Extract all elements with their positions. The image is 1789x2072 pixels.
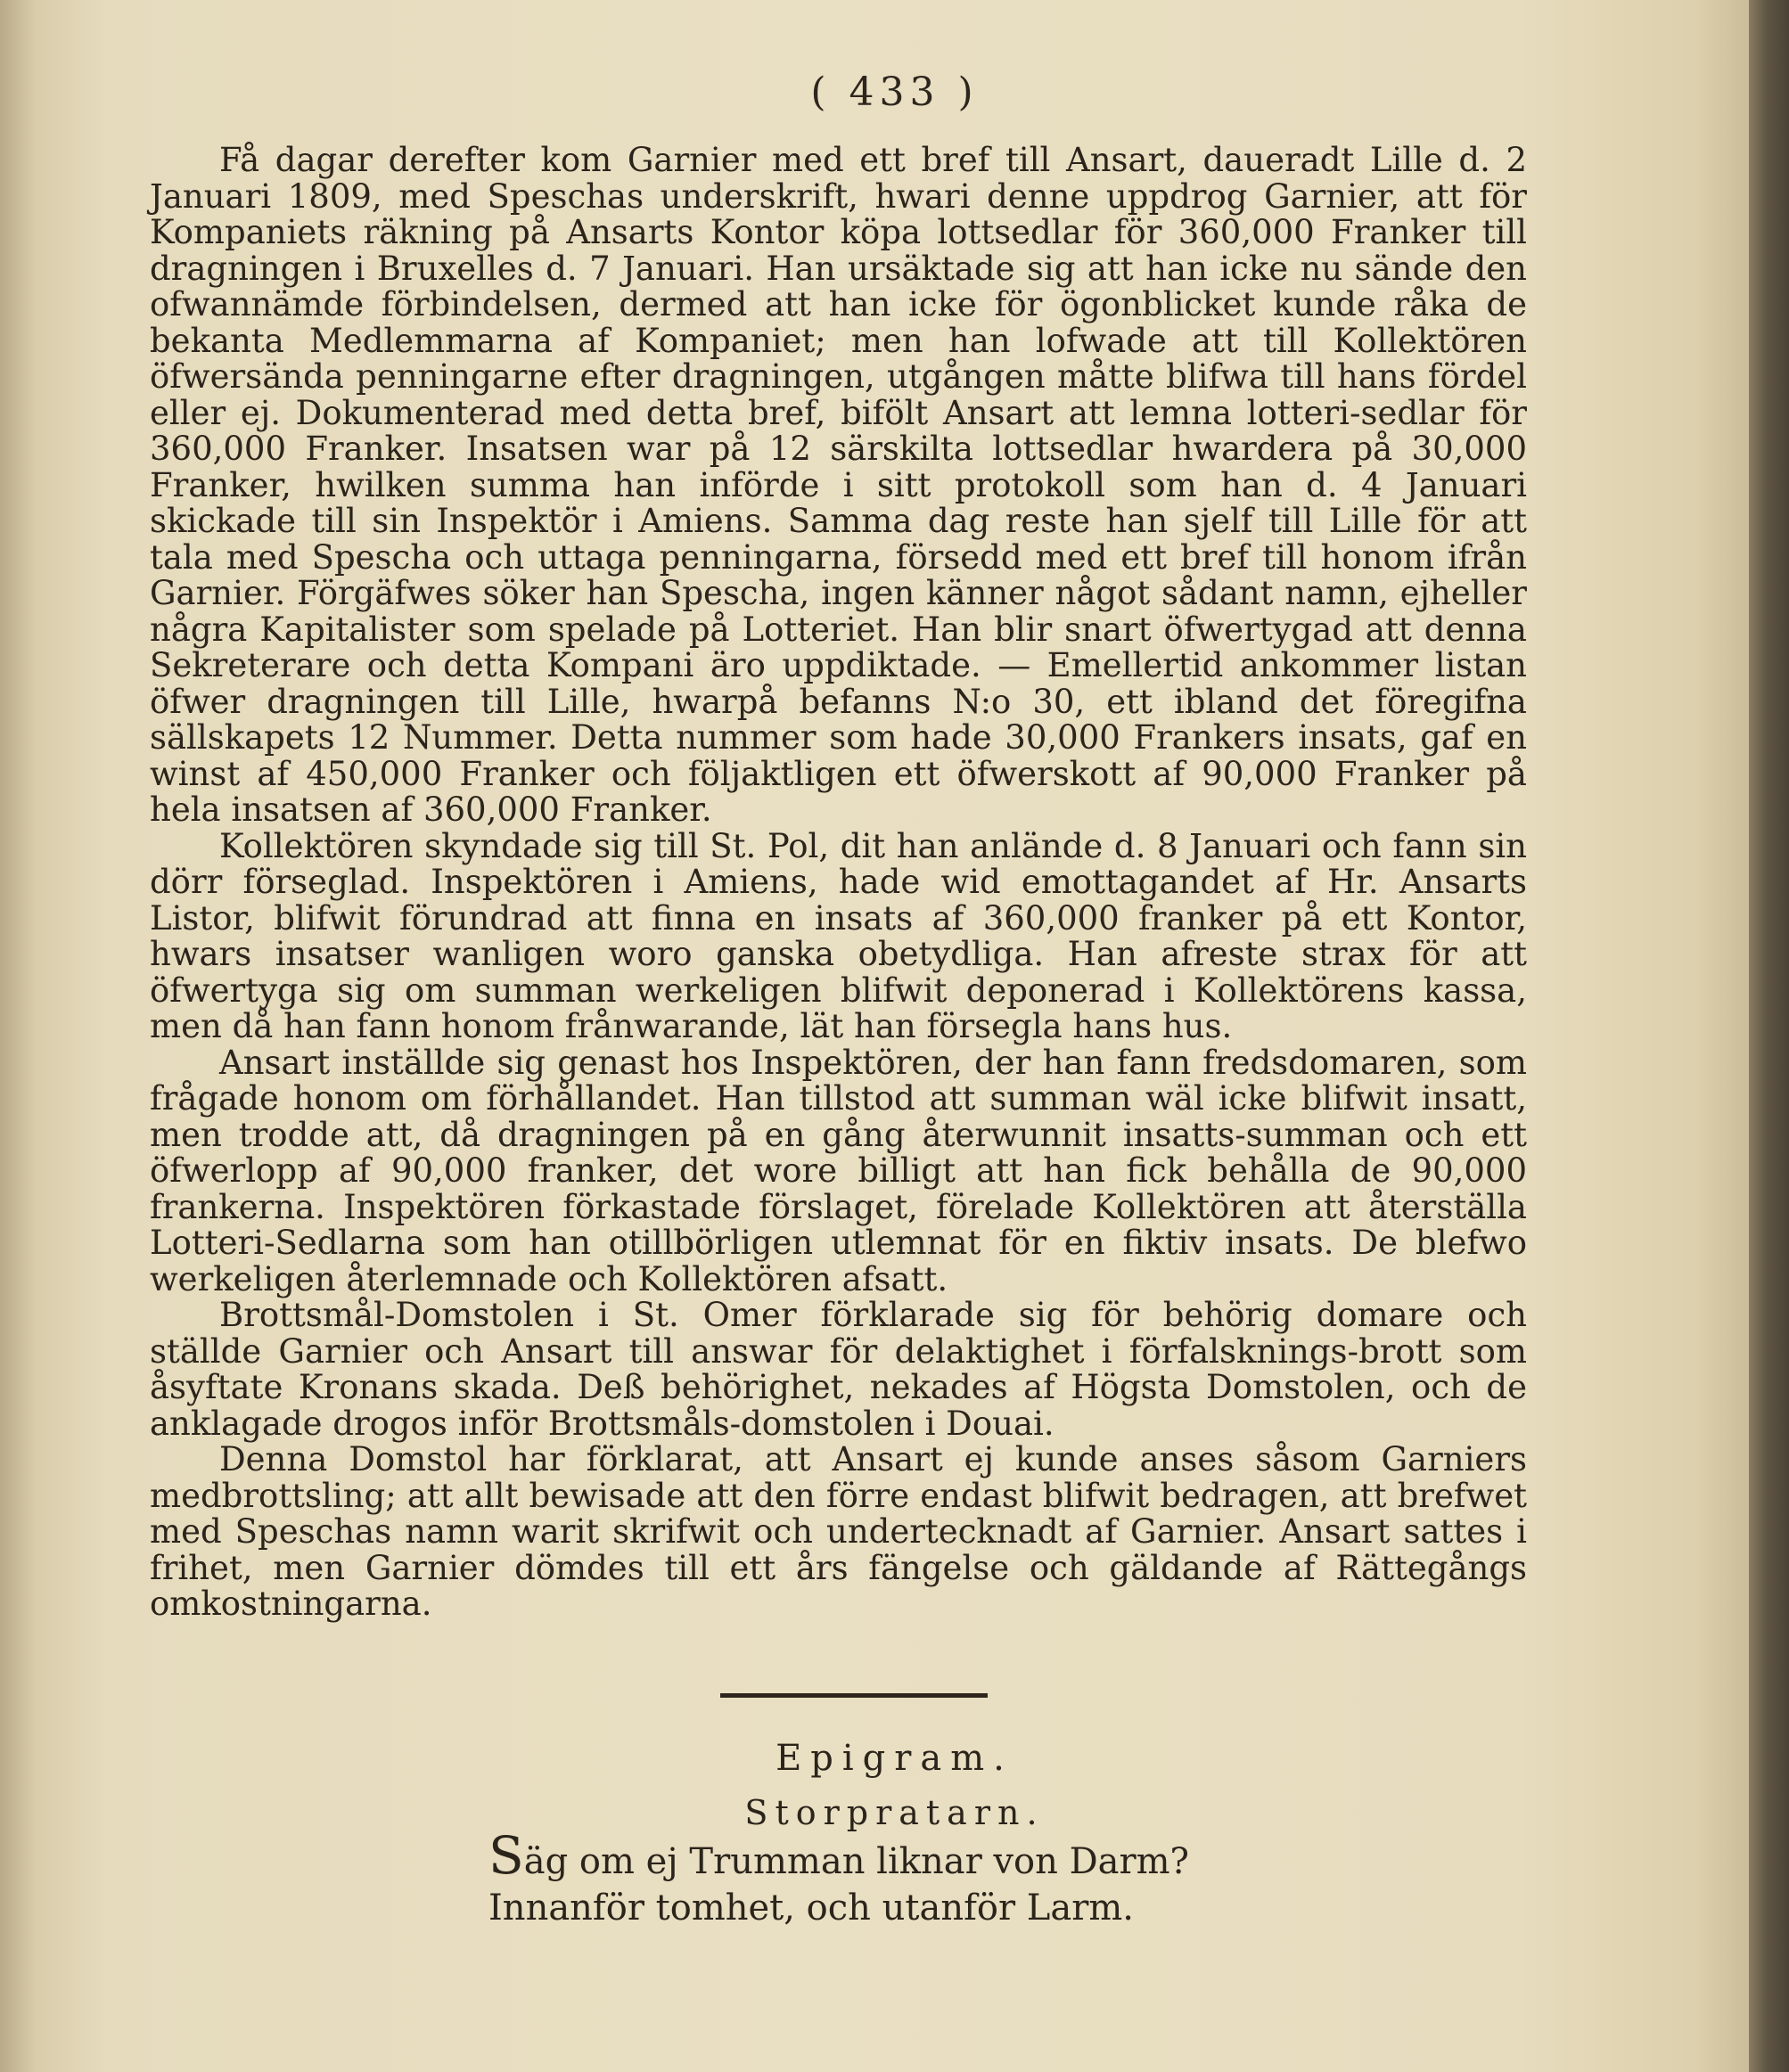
poem-dropcap: S — [488, 1825, 524, 1886]
paragraph-4: Brottsmål-Domstolen i St. Omer förklarade sig för behörig domare och ställde Garnier och Ansart till answar för delaktighet i förfalsknings-brott som åsyftate Kronans skada. Deß behörighet, nekades af Högsta Domstolen, och de anklagade drogos inför Brottsmåls-domstolen i Douai. — [150, 1296, 1527, 1443]
poem-line-2: Innanför tomhet, och utanför Larm. — [488, 1888, 1134, 1929]
paragraph-1: Få dagar derefter kom Garnier med ett bref till Ansart, daueradt Lille d. 2 Januari 1809, med Speschas underskrift, hwari denne uppdrog Garnier, att för Kompaniets räkning på Ansarts Kontor köpa lottsedlar för 360,000 Franker till dragningen i Bruxelles d. 7 Januari. Han ursäktade sig att han icke nu sände den ofwannämde förbindelsen, dermed att han icke för ögonblicket kunde råka de bekanta Medlemmarna af Kompaniet; men han lofwade att till Kollektören öfwersända penningarne efter dragningen, utgången måtte blifwa till hans fördel eller ej. Dokumenterad med detta bref, bifölt Ansart att lemna lotteri-sedlar för 360,000 Franker. Insatsen war på 12 särskilta lottsedlar hwardera på 30,000 Franker, hwilken summa han införde i sitt protokoll som han d. 4 Januari skickade till sin Inspektör i Amiens. Samma dag reste han sjelf till Lille för att tala med Spescha och uttaga penningarna, försedd med ett bref till honom ifrån Garnier. Förgäfwes söker han Spescha, ingen känner något sådant namn, ejheller några Kapitalister som spelade på Lotteriet. Han blir snart öfwertygad att denna Sekreterare och detta Kompani äro uppdiktade. — Emellertid ankommer listan öfwer dragningen till Lille, hwarpå befanns N:o 30, ett ibland det föregifna sällskapets 12 Nummer. Detta nummer som hade 30,000 Frankers insats, gaf en winst af 450,000 Franker och följaktligen ett öfwerskott af 90,000 Franker på hela insatsen af 360,000 Franker. — [150, 141, 1527, 829]
paragraph-5: Denna Domstol har förklarat, att Ansart ej kunde anses såsom Garniers medbrottsling; att allt bewisade att den förre endast blifwit bedragen, att brefwet med Speschas namn warit skrifwit och undertecknadt af Garnier. Ansart sattes i frihet, men Garnier dömdes till ett års fängelse och gäldande af Rättegångs omkostningarna. — [150, 1440, 1527, 1623]
paragraph-3: Ansart inställde sig genast hos Inspektören, der han fann fredsdomaren, som frågade honom om förhållandet. Han tillstod att summan wäl icke blifwit insatt, men trodde att, då dragningen på en gång återwunnit insatts-summan och ett öfwerlopp af 90,000 franker, det wore billigt att han fick behålla de 90,000 frankerna. Inspektören förkastade förslaget, förelade Kollektören att återställa Lotteri-Sedlarna som han otillbörligen utlemnat för en fiktiv insats. De blefwo werkeligen återlemnade och Kollektören afsatt. — [150, 1043, 1527, 1298]
article-body — [150, 143, 1527, 1623]
poem-line-1 — [488, 1825, 1190, 1886]
section-divider — [720, 1693, 988, 1698]
poem-heading: Epigram. — [776, 1738, 1013, 1779]
page-number: ( 433 ) — [810, 70, 979, 115]
paragraph-2: Kollektören skyndade sig till St. Pol, dit han anlände d. 8 Januari och fann sin dörr förseglad. Inspektören i Amiens, hade wid emottagandet af Hr. Ansarts Listor, blifwit förundrad att finna en insats af 360,000 franker på ett Kontor, hwars insatser wanligen woro ganska obetydliga. Han afreste strax för att öfwertyga sig om summan werkeligen blifwit deponerad i Kollektörens kassa, men då han fann honom frånwarande, lät han försegla hans hus. — [150, 826, 1527, 1045]
poem-title: Storpratarn. — [744, 1793, 1045, 1832]
poem-line-1-text: äg om ej Trumman liknar von Darm? — [523, 1841, 1190, 1882]
